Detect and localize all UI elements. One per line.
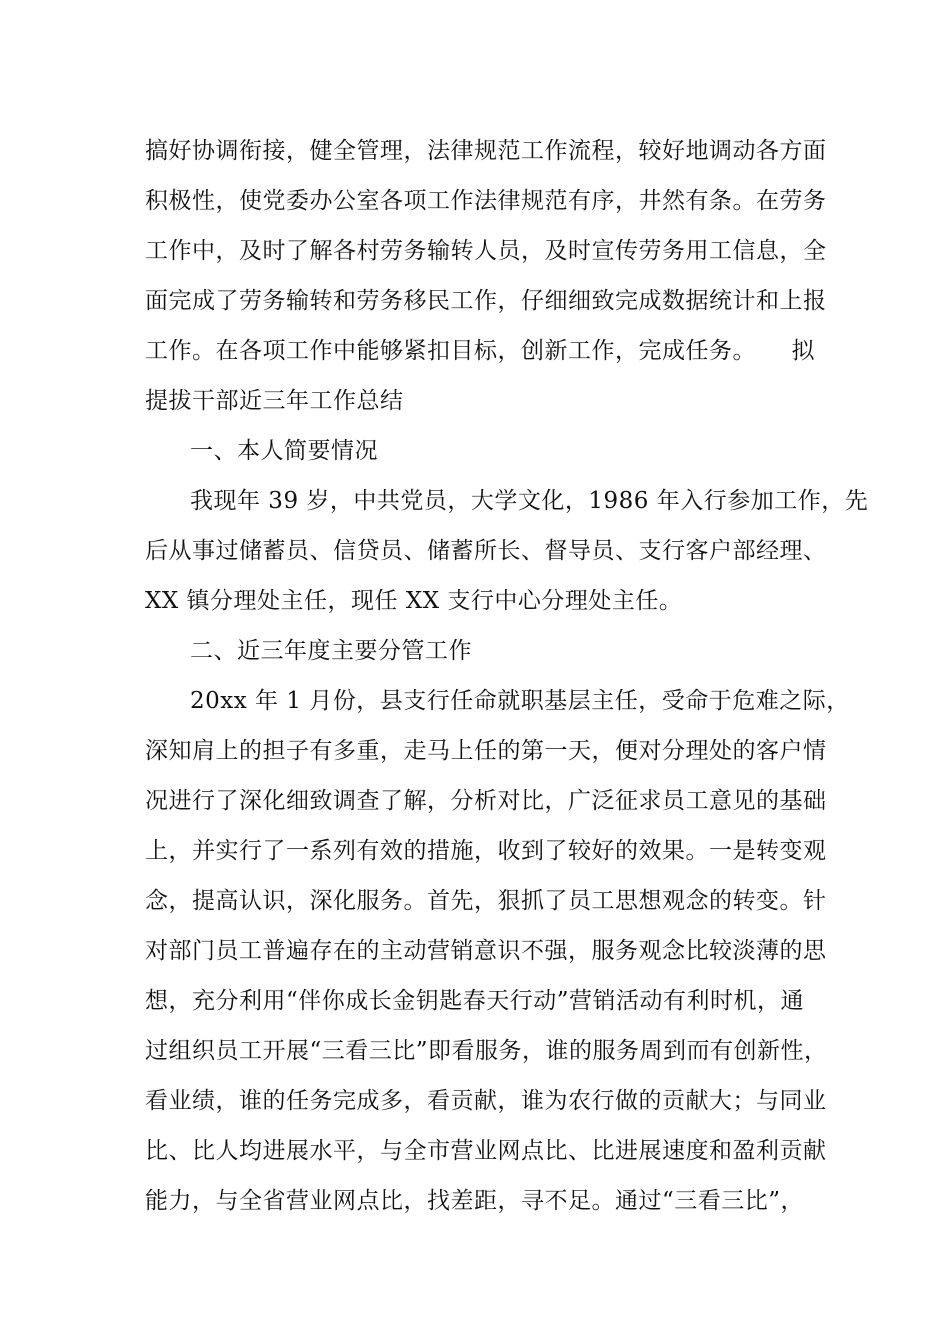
paragraph-line: 过组织员工开展“三看三比”即看服务，谁的服务周到而有创新性，: [145, 1038, 828, 1064]
paragraph-line: 工作。在各项工作中能够紧扣目标，创新工作，完成任务。 拟: [145, 338, 815, 364]
paragraph-line: 工作中，及时了解各村劳务输转人员，及时宣传劳务用工信息，全: [145, 238, 827, 264]
paragraph-line: 比、比人均进展水平，与全市营业网点比、比进展速度和盈利贡献: [145, 1138, 827, 1164]
section-heading: 一、本人简要情况: [190, 438, 378, 464]
paragraph-line: 上，并实行了一系列有效的措施，收到了较好的效果。一是转变观: [145, 838, 827, 864]
paragraph-line: 积极性，使党委办公室各项工作法律规范有序，井然有条。在劳务: [145, 188, 827, 214]
paragraph-line: 深知肩上的担子有多重，走马上任的第一天，便对分理处的客户情: [145, 738, 827, 764]
paragraph-line: 能力，与全省营业网点比，找差距，寻不足。通过“三看三比”，: [145, 1188, 805, 1214]
paragraph-line: 20xx 年 1 月份，县支行任命就职基层主任，受命于危难之际，: [190, 688, 850, 714]
paragraph-line: 念，提高认识，深化服务。首先，狠抓了员工思想观念的转变。针: [145, 888, 827, 914]
paragraph-line: 况进行了深化细致调查了解，分析对比，广泛征求员工意见的基础: [145, 788, 827, 814]
paragraph-line: 面完成了劳务输转和劳务移民工作，仔细细致完成数据统计和上报: [145, 288, 827, 314]
paragraph-line: 对部门员工普遍存在的主动营销意识不强，服务观念比较淡薄的思: [145, 938, 827, 964]
paragraph-line: 后从事过储蓄员、信贷员、储蓄所长、督导员、支行客户部经理、: [145, 538, 827, 564]
paragraph-line: 想，充分利用“伴你成长金钥匙春天行动”营销活动有利时机，通: [145, 988, 805, 1014]
paragraph-line: XX 镇分理处主任，现任 XX 支行中心分理处主任。: [145, 588, 683, 614]
section-heading-title: 提拔干部近三年工作总结: [145, 388, 404, 414]
paragraph-line: 搞好协调衔接，健全管理，法律规范工作流程，较好地调动各方面: [145, 138, 827, 164]
paragraph-line: 我现年 39 岁，中共党员，大学文化，1986 年入行参加工作，先: [190, 488, 869, 514]
section-heading: 二、近三年度主要分管工作: [190, 638, 472, 664]
paragraph-line: 看业绩，谁的任务完成多，看贡献，谁为农行做的贡献大；与同业: [145, 1088, 827, 1114]
